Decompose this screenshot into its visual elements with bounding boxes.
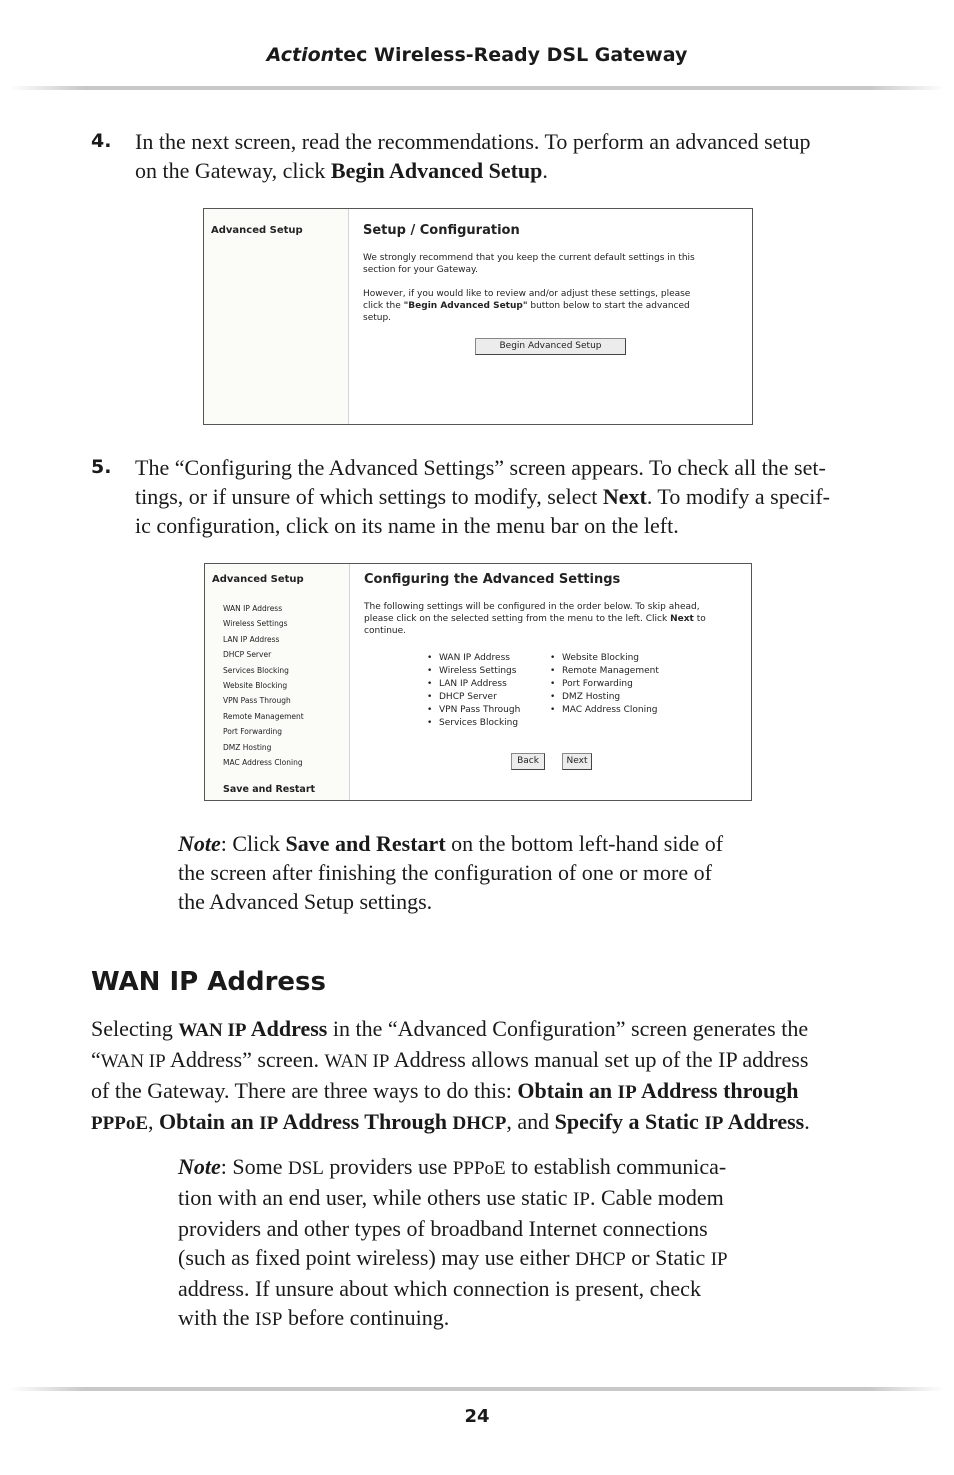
sidebar-item-wireless-settings[interactable]: Wireless Settings: [223, 619, 288, 629]
list-item: • VPN Pass Through: [427, 704, 520, 717]
sidebar-menu: [223, 601, 304, 770]
sidebar: [204, 209, 349, 424]
save-and-restart-link[interactable]: Save and Restart: [223, 784, 316, 795]
intro-text: The following settings will be configured in the order below. To skip ahead, please click on the selected setting from the menu to the left. Click Next to continue.: [364, 602, 706, 636]
wan-ip-paragraph: Selecting WAN IP Address in the “Advanced Configuration” screen generates the “WAN IP Address” screen. WAN IP Address allows manual set up of the IP address of the Gateway. There are three ways to do this: Obtain an IP Address through PPPoE, Obtain an IP Address Through DHCP, and Specify a Static IP Address.: [91, 1016, 810, 1134]
sidebar-item-vpn-pass-through[interactable]: VPN Pass Through: [223, 696, 291, 706]
list-item: • Services Blocking: [427, 717, 520, 730]
step-5: 5. The “Configuring the Advanced Settings” screen appears. To check all the set- tings, or if unsure of which settings to modify, select Next. To modify a specif- ic configuration, click on its name in the menu bar on the left.: [91, 455, 831, 538]
screen-title: Setup / Configuration: [363, 223, 520, 238]
list-item: • LAN IP Address: [427, 678, 520, 691]
header-rule: [10, 86, 944, 90]
sidebar-item-mac-address-cloning[interactable]: MAC Address Cloning: [223, 758, 303, 768]
footer-rule: [10, 1387, 944, 1391]
list-item: • WAN IP Address: [427, 652, 520, 665]
list-item: • MAC Address Cloning: [550, 704, 659, 717]
section-title: WAN IP Address: [91, 967, 326, 997]
note-connection-types: Note: Some DSL providers use PPPoE to establish communica- tion with an end user, while others use static IP. Cable modem providers and other types of broadband Internet connections (such as fixed point wireless) may use either DHCP or Static IP address. If unsure about which connection is present, check with the ISP before continuing.: [178, 1154, 728, 1330]
back-button[interactable]: Back: [511, 753, 545, 770]
recommendation-text: We strongly recommend that you keep the current default settings in this section for your Gateway. However, if you would like to review and/or adjust these settings, please click the "Begin Advanced Setup" button below to start the advanced setup.: [363, 253, 695, 323]
note-save-and-restart: Note: Click Save and Restart on the bottom left-hand side of the screen after finishing the configuration of one or more of the Advanced Setup settings.: [178, 831, 724, 914]
settings-list-left: [427, 652, 520, 730]
step-number: 5.: [91, 456, 112, 478]
sidebar-title[interactable]: Advanced Setup: [211, 225, 303, 236]
sidebar: [205, 564, 350, 800]
list-item: • DMZ Hosting: [550, 691, 659, 704]
sidebar-item-lan-ip-address[interactable]: LAN IP Address: [223, 634, 280, 644]
list-item: • Remote Management: [550, 665, 659, 678]
screen-title: Configuring the Advanced Settings: [364, 572, 621, 587]
list-item: • Wireless Settings: [427, 665, 520, 678]
sidebar-item-services-blocking[interactable]: Services Blocking: [223, 665, 289, 675]
list-item: • Port Forwarding: [550, 678, 659, 691]
sidebar-item-port-forwarding[interactable]: Port Forwarding: [223, 727, 283, 737]
running-header: Actiontec Wireless-Ready DSL Gateway: [266, 44, 688, 66]
configuring-advanced-settings-screenshot: [204, 563, 752, 801]
step-4: 4. In the next screen, read the recommendations. To perform an advanced setup on the Gateway, click Begin Advanced Setup.: [91, 129, 811, 183]
begin-advanced-setup-button[interactable]: Begin Advanced Setup: [475, 338, 626, 355]
sidebar-item-dmz-hosting[interactable]: DMZ Hosting: [223, 742, 272, 752]
sidebar-item-remote-management[interactable]: Remote Management: [223, 711, 304, 721]
sidebar-item-dhcp-server[interactable]: DHCP Server: [223, 650, 272, 660]
setup-configuration-screenshot: [203, 208, 753, 425]
list-item: • Website Blocking: [550, 652, 659, 665]
step-number: 4.: [91, 130, 112, 152]
sidebar-item-wan-ip-address[interactable]: WAN IP Address: [223, 604, 283, 613]
sidebar-item-website-blocking[interactable]: Website Blocking: [223, 681, 288, 691]
next-button[interactable]: Next: [562, 753, 592, 770]
settings-list-right: [550, 652, 659, 717]
sidebar-title[interactable]: Advanced Setup: [212, 574, 304, 585]
page-number: 24: [464, 1406, 490, 1427]
list-item: • DHCP Server: [427, 691, 520, 704]
